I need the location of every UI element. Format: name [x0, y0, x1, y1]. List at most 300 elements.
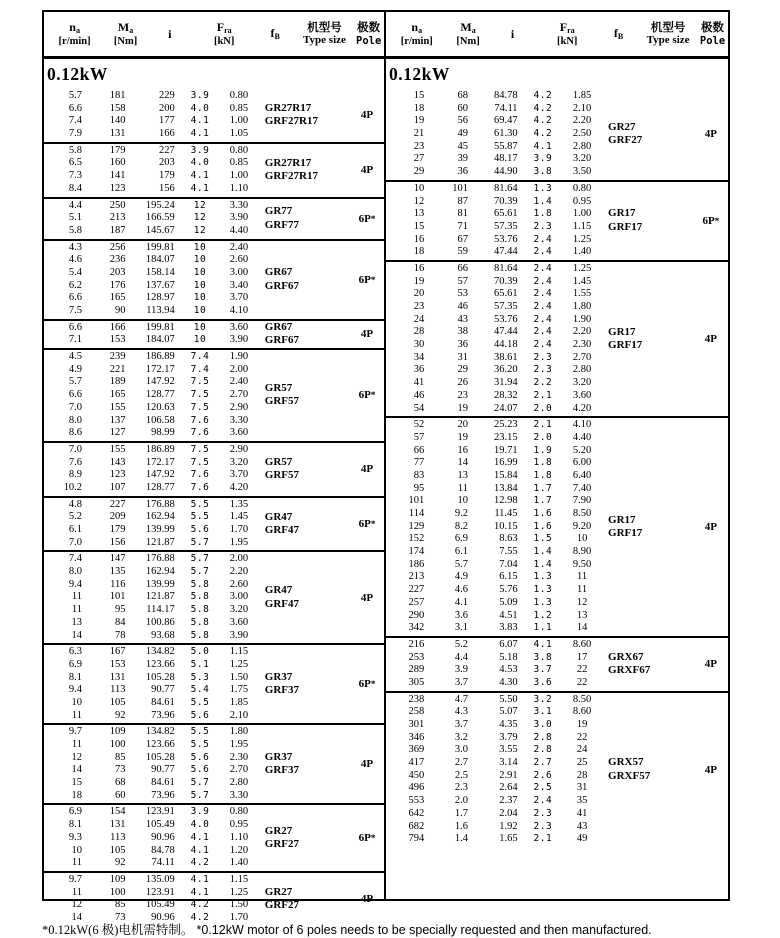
- ma-value: 85: [115, 899, 126, 911]
- ma-value: 2.3: [454, 782, 469, 794]
- spec-group: [386, 89, 728, 180]
- i-value: 200: [159, 102, 175, 114]
- fra-value: 4.2: [533, 128, 553, 140]
- type-size-label: GR37: [264, 750, 293, 763]
- na-value: 114: [408, 508, 425, 519]
- spec-group: [386, 691, 728, 847]
- fra-value: 7.4: [190, 363, 210, 375]
- fb-value: 2.70: [229, 389, 249, 401]
- type-size-label: GRF27R17: [264, 115, 318, 128]
- table-row: [386, 115, 598, 128]
- ma-value: 140: [109, 115, 126, 127]
- na-value: 7.4: [68, 115, 83, 127]
- pole-label: 6P: [358, 518, 371, 530]
- table-row: [44, 90, 255, 103]
- type-size-label: GRXF57: [608, 769, 651, 782]
- pole-label: 4P: [360, 328, 374, 341]
- na-value: 14: [71, 629, 83, 641]
- fb-value: 4.40: [229, 224, 249, 236]
- fra-value: 2.8: [533, 744, 553, 756]
- ma-value: 160: [109, 157, 126, 169]
- na-value: 7.0: [68, 536, 83, 548]
- fb-value: 2.00: [229, 553, 249, 565]
- ma-value: 153: [109, 334, 126, 346]
- fra-value: 1.5: [533, 533, 553, 545]
- ma-value: 14: [457, 457, 469, 469]
- type-size-label: GR57: [264, 455, 293, 468]
- i-value: 81.64: [493, 182, 518, 194]
- fra-value: 3.1: [533, 706, 553, 718]
- ma-value: 179: [109, 524, 126, 535]
- fb-value: 22: [576, 731, 588, 743]
- ma-value: 105: [109, 844, 126, 856]
- i-value: 65.61: [493, 208, 518, 220]
- fra-value: 1.8: [533, 208, 553, 220]
- fra-value: 4.0: [190, 102, 210, 114]
- type-size-cell: [598, 182, 694, 260]
- ma-value: 105: [109, 696, 126, 708]
- fra-value: 5.7: [190, 789, 210, 801]
- fb-value: 3.30: [229, 199, 249, 211]
- fb-value: 22: [576, 664, 588, 676]
- ma-value: 250: [109, 199, 126, 211]
- ma-value: 101: [109, 591, 126, 603]
- fb-value: 1.40: [229, 857, 249, 869]
- table-row: [386, 639, 598, 652]
- ma-value: 131: [109, 671, 126, 683]
- fb-value: 11: [577, 584, 588, 596]
- fra-value: 5.8: [190, 578, 210, 590]
- type-size-label: GRXF67: [608, 664, 651, 677]
- ma-value: 4.7: [454, 693, 469, 705]
- table-row: [44, 646, 255, 659]
- spec-rows: [44, 321, 255, 348]
- fb-value: 10: [576, 533, 588, 545]
- spec-group: [386, 260, 728, 416]
- table-row: [44, 376, 255, 389]
- pole-label: 4P: [704, 333, 717, 346]
- fra-value: 2.3: [533, 820, 553, 832]
- ma-value: 19: [457, 431, 469, 443]
- ma-value: 60: [115, 789, 126, 801]
- i-value: 90.77: [151, 684, 175, 696]
- na-value: 8.0: [68, 414, 83, 426]
- fra-value: 2.5: [533, 782, 553, 794]
- pole-cell: 6P *: [358, 678, 376, 691]
- type-size-label: GRF37: [264, 684, 300, 697]
- i-value: 186.89: [145, 443, 175, 455]
- type-size-cell: [255, 443, 350, 496]
- ma-value: 49: [457, 128, 469, 140]
- i-value: 120.63: [145, 401, 175, 413]
- fb-value: 3.60: [229, 321, 249, 333]
- i-value: 5.76: [499, 584, 518, 596]
- i-value: 70.39: [493, 275, 518, 287]
- spec-group: [44, 319, 384, 348]
- ma-value: 239: [109, 351, 126, 363]
- table-row: [386, 377, 598, 390]
- na-value: 6.6: [68, 321, 83, 333]
- type-size-cell: [598, 693, 694, 847]
- i-value: 24.07: [493, 402, 518, 414]
- i-value: 2.37: [499, 795, 518, 807]
- fra-value: 4.2: [190, 911, 210, 923]
- table-row: [44, 726, 255, 739]
- ma-value: 209: [109, 511, 126, 523]
- i-value: 84.78: [493, 90, 518, 101]
- type-size-label: GR27: [608, 120, 636, 133]
- pole-label: 4P: [704, 763, 717, 776]
- i-value: 2.64: [499, 782, 518, 794]
- fb-value: 1.70: [229, 524, 249, 535]
- pole-cell: 6P *: [702, 214, 720, 227]
- pole-cell: [350, 144, 384, 197]
- na-value: 27: [413, 153, 425, 165]
- fb-value: 3.40: [229, 279, 249, 291]
- i-value: 195.24: [145, 199, 175, 211]
- type-size-label: GR17: [608, 207, 636, 220]
- ma-value: 4.9: [454, 571, 469, 583]
- spec-group: [44, 441, 384, 496]
- table-row: [44, 790, 255, 803]
- na-value: 9.4: [68, 684, 83, 696]
- table-body: [386, 89, 728, 899]
- fb-value: 1.35: [229, 498, 249, 510]
- table-row: [386, 744, 598, 757]
- ma-value: 176: [109, 279, 126, 291]
- table-row: [386, 196, 598, 209]
- na-value: 6.1: [68, 524, 83, 535]
- spec-rows: [44, 498, 255, 551]
- i-value: 57.35: [493, 301, 518, 312]
- fra-value: 4.1: [190, 873, 210, 885]
- fb-value: 8.50: [572, 693, 592, 705]
- spec-rows: [44, 645, 255, 723]
- i-value: 98.99: [151, 427, 175, 439]
- table-row: [386, 757, 598, 770]
- na-value: 11: [71, 886, 83, 898]
- i-value: 3.79: [499, 731, 518, 743]
- spec-rows: [44, 350, 255, 441]
- i-value: 38.61: [493, 351, 518, 363]
- fra-value: 4.1: [190, 115, 210, 127]
- na-value: 16: [413, 262, 425, 274]
- table-row: [386, 610, 598, 623]
- fb-value: 41: [576, 807, 588, 819]
- type-size-cell: [598, 89, 694, 180]
- fb-value: 2.20: [572, 115, 592, 127]
- pole-cell: 6P *: [358, 389, 376, 402]
- na-value: 83: [413, 469, 425, 481]
- fb-value: 3.00: [229, 591, 249, 603]
- table-row: [386, 719, 598, 732]
- table-row: [386, 141, 598, 154]
- table-row: [44, 351, 255, 364]
- table-row: [44, 115, 255, 128]
- col-header-radial-force: $F_{ra}$ [kN]: [213, 19, 235, 47]
- fb-value: 8.90: [572, 546, 592, 558]
- type-size-cell: [255, 241, 350, 319]
- i-value: 47.44: [493, 246, 518, 258]
- fb-value: 14: [576, 622, 588, 634]
- ma-value: 236: [109, 254, 126, 266]
- fra-value: 4.0: [190, 819, 210, 831]
- fb-value: 2.60: [229, 578, 249, 590]
- fra-value: 7.5: [190, 376, 210, 388]
- col-header-pole: 极数 Pole: [356, 19, 382, 47]
- na-value: 11: [71, 591, 83, 603]
- fb-value: 1.45: [572, 275, 592, 287]
- ma-value: 256: [109, 241, 126, 253]
- fb-value: 2.90: [229, 443, 249, 455]
- ma-value: 167: [109, 646, 126, 658]
- na-value: 10: [413, 182, 425, 194]
- table-row: [386, 301, 598, 314]
- i-value: 166: [159, 128, 175, 140]
- ma-value: 131: [109, 128, 126, 140]
- fb-value: 1.85: [229, 696, 249, 708]
- fra-value: 5.6: [190, 751, 210, 763]
- i-value: 44.18: [493, 339, 518, 351]
- i-value: 73.96: [151, 789, 175, 801]
- na-value: 186: [408, 558, 425, 570]
- i-value: 1.92: [499, 820, 518, 832]
- i-value: 23.15: [493, 431, 518, 443]
- table-row: [386, 664, 598, 677]
- type-size-cell: [255, 498, 350, 551]
- fb-value: 2.50: [572, 128, 592, 140]
- na-value: 289: [408, 664, 425, 676]
- fb-value: 25: [576, 757, 588, 769]
- fra-value: 5.1: [190, 658, 210, 670]
- table-row: [44, 469, 255, 482]
- ma-value: 100: [109, 739, 126, 750]
- i-value: 106.58: [145, 414, 175, 426]
- spec-rows: [386, 693, 598, 847]
- fb-value: 1.90: [572, 313, 592, 325]
- na-value: 5.7: [68, 376, 83, 388]
- na-value: 6.2: [68, 279, 83, 291]
- table-row: [44, 591, 255, 604]
- fb-value: 1.80: [229, 726, 249, 738]
- type-size-label: GR57: [264, 381, 293, 394]
- type-size-cell: [598, 638, 694, 691]
- fb-value: 1.95: [229, 739, 249, 750]
- ma-value: 3.7: [454, 719, 469, 730]
- type-size-cell: [255, 725, 350, 803]
- fb-value: 9.50: [572, 558, 592, 570]
- ma-value: 36: [457, 339, 469, 351]
- fra-value: 2.4: [533, 313, 553, 325]
- fra-value: 10: [193, 292, 207, 304]
- na-value: 7.4: [68, 553, 83, 565]
- fra-value: 4.2: [190, 899, 210, 911]
- table-row: [44, 157, 255, 170]
- fra-value: 2.4: [533, 275, 553, 287]
- fra-value: 5.8: [190, 604, 210, 616]
- table-row: [44, 630, 255, 643]
- spec-rows: [44, 199, 255, 239]
- table-row: [44, 524, 255, 537]
- pole-label: 6P: [358, 273, 371, 286]
- fb-value: 5.20: [572, 444, 592, 456]
- fra-value: 5.7: [190, 536, 210, 548]
- fra-value: 7.6: [190, 427, 210, 439]
- ma-value: 38: [457, 326, 469, 338]
- fb-value: 2.10: [572, 102, 592, 114]
- fra-value: 2.4: [533, 233, 553, 245]
- type-size-cell: [255, 144, 350, 197]
- type-size-label: GR47: [264, 584, 293, 597]
- spec-rows: [386, 418, 598, 636]
- table-row: [44, 710, 255, 723]
- table-row: [386, 521, 598, 534]
- fra-value: 1.3: [533, 571, 553, 583]
- footnote: [42, 920, 742, 938]
- na-value: 417: [408, 757, 425, 769]
- fra-value: 1.7: [533, 482, 553, 494]
- ma-value: 123: [109, 469, 126, 481]
- na-value: 21: [413, 128, 425, 140]
- table-row: [386, 652, 598, 665]
- col-header-ratio: i: [168, 26, 172, 41]
- na-value: 8.4: [68, 182, 83, 194]
- i-value: 134.82: [145, 726, 175, 738]
- table-row: [386, 546, 598, 559]
- i-value: 5.07: [499, 706, 518, 718]
- fra-value: 1.8: [533, 457, 553, 469]
- pole-label: 6P: [358, 832, 371, 845]
- i-value: 15.84: [493, 469, 518, 481]
- fra-value: 1.7: [533, 495, 553, 507]
- spec-group: [44, 496, 384, 551]
- na-value: 10: [71, 844, 83, 856]
- i-value: 5.50: [499, 693, 518, 705]
- table-row: [386, 221, 598, 234]
- i-value: 36.20: [493, 364, 518, 376]
- spec-rows: [44, 873, 255, 926]
- fb-value: 2.60: [229, 254, 249, 266]
- ma-value: 3.9: [454, 664, 469, 676]
- ma-value: 46: [457, 301, 469, 312]
- ma-value: 8.2: [454, 520, 469, 532]
- type-size-label: GR47: [264, 510, 293, 523]
- na-value: 8.6: [68, 427, 83, 439]
- i-value: 177: [159, 115, 175, 127]
- ma-value: 179: [109, 144, 126, 156]
- fb-value: 7.90: [572, 495, 592, 507]
- na-value: 6.9: [68, 658, 83, 670]
- fra-value: 1.4: [533, 546, 553, 558]
- na-value: 9.7: [68, 873, 83, 885]
- table-header: [386, 12, 728, 59]
- table-row: [44, 553, 255, 566]
- ma-value: 2.7: [454, 757, 469, 769]
- pole-cell: [350, 725, 384, 803]
- ma-value: 73: [115, 911, 126, 923]
- na-value: 7.1: [68, 334, 83, 346]
- table-row: [386, 288, 598, 301]
- ma-value: 56: [457, 115, 469, 127]
- fra-value: 2.3: [533, 351, 553, 363]
- fb-value: 0.80: [229, 144, 249, 156]
- na-value: 369: [408, 744, 425, 756]
- i-value: 19.71: [493, 444, 518, 456]
- pole-cell: [350, 873, 384, 926]
- ma-value: 109: [109, 726, 126, 738]
- type-size-cell: [255, 805, 350, 870]
- table-row: [386, 597, 598, 610]
- i-value: 57.35: [493, 220, 518, 232]
- table-row: [44, 444, 255, 457]
- i-value: 123.91: [145, 886, 175, 898]
- na-value: 36: [413, 364, 425, 376]
- fb-value: 8.60: [572, 706, 592, 718]
- na-value: 7.3: [68, 170, 83, 182]
- na-value: 7.0: [68, 401, 83, 413]
- pole-cell: [694, 638, 728, 691]
- fb-value: 1.15: [229, 873, 249, 885]
- i-value: 135.09: [145, 873, 175, 885]
- type-size-cell: [255, 199, 350, 239]
- col-header-service-factor: $f_B$: [613, 26, 624, 42]
- ma-value: 20: [457, 419, 469, 431]
- ma-value: 67: [457, 233, 469, 245]
- na-value: 342: [408, 622, 425, 634]
- na-value: 7.6: [68, 456, 83, 468]
- ma-value: 26: [457, 377, 469, 389]
- table-row: [44, 145, 255, 158]
- fb-value: 24: [576, 744, 588, 756]
- fra-value: 3.0: [533, 719, 553, 730]
- fra-value: 4.1: [190, 844, 210, 856]
- fb-value: 4.10: [229, 305, 249, 316]
- fb-value: 1.95: [229, 536, 249, 548]
- table-row: [44, 305, 255, 318]
- fb-value: 1.00: [229, 170, 249, 182]
- fra-value: 7.5: [190, 401, 210, 413]
- fb-value: 1.85: [572, 90, 592, 101]
- type-size-label: GR17: [608, 325, 636, 338]
- type-size-label: GRF47: [264, 597, 300, 610]
- ma-value: 165: [109, 389, 126, 401]
- table-row: [386, 677, 598, 690]
- ma-value: 31: [457, 351, 469, 363]
- fb-value: 3.70: [229, 292, 249, 304]
- i-value: 147.92: [145, 376, 175, 388]
- na-value: 258: [408, 706, 425, 718]
- pole-cell: [694, 262, 728, 416]
- table-row: [44, 819, 255, 832]
- ma-value: 1.7: [454, 807, 469, 819]
- pole-label: 6P: [702, 214, 715, 227]
- pole-label: 4P: [360, 164, 374, 177]
- table-row: [44, 777, 255, 790]
- na-value: 4.8: [68, 498, 83, 510]
- na-value: 450: [408, 769, 425, 781]
- table-row: [386, 276, 598, 289]
- gearmotor-spec-tables: [42, 10, 730, 923]
- table-row: [44, 806, 255, 819]
- fb-value: 1.00: [229, 115, 249, 127]
- fb-value: 1.10: [229, 831, 249, 843]
- fra-value: 5.5: [190, 498, 210, 510]
- table-row: [44, 764, 255, 777]
- na-value: 6.5: [68, 157, 83, 169]
- na-value: 54: [413, 402, 425, 414]
- ma-value: 87: [457, 195, 469, 207]
- fb-value: 1.25: [229, 886, 249, 898]
